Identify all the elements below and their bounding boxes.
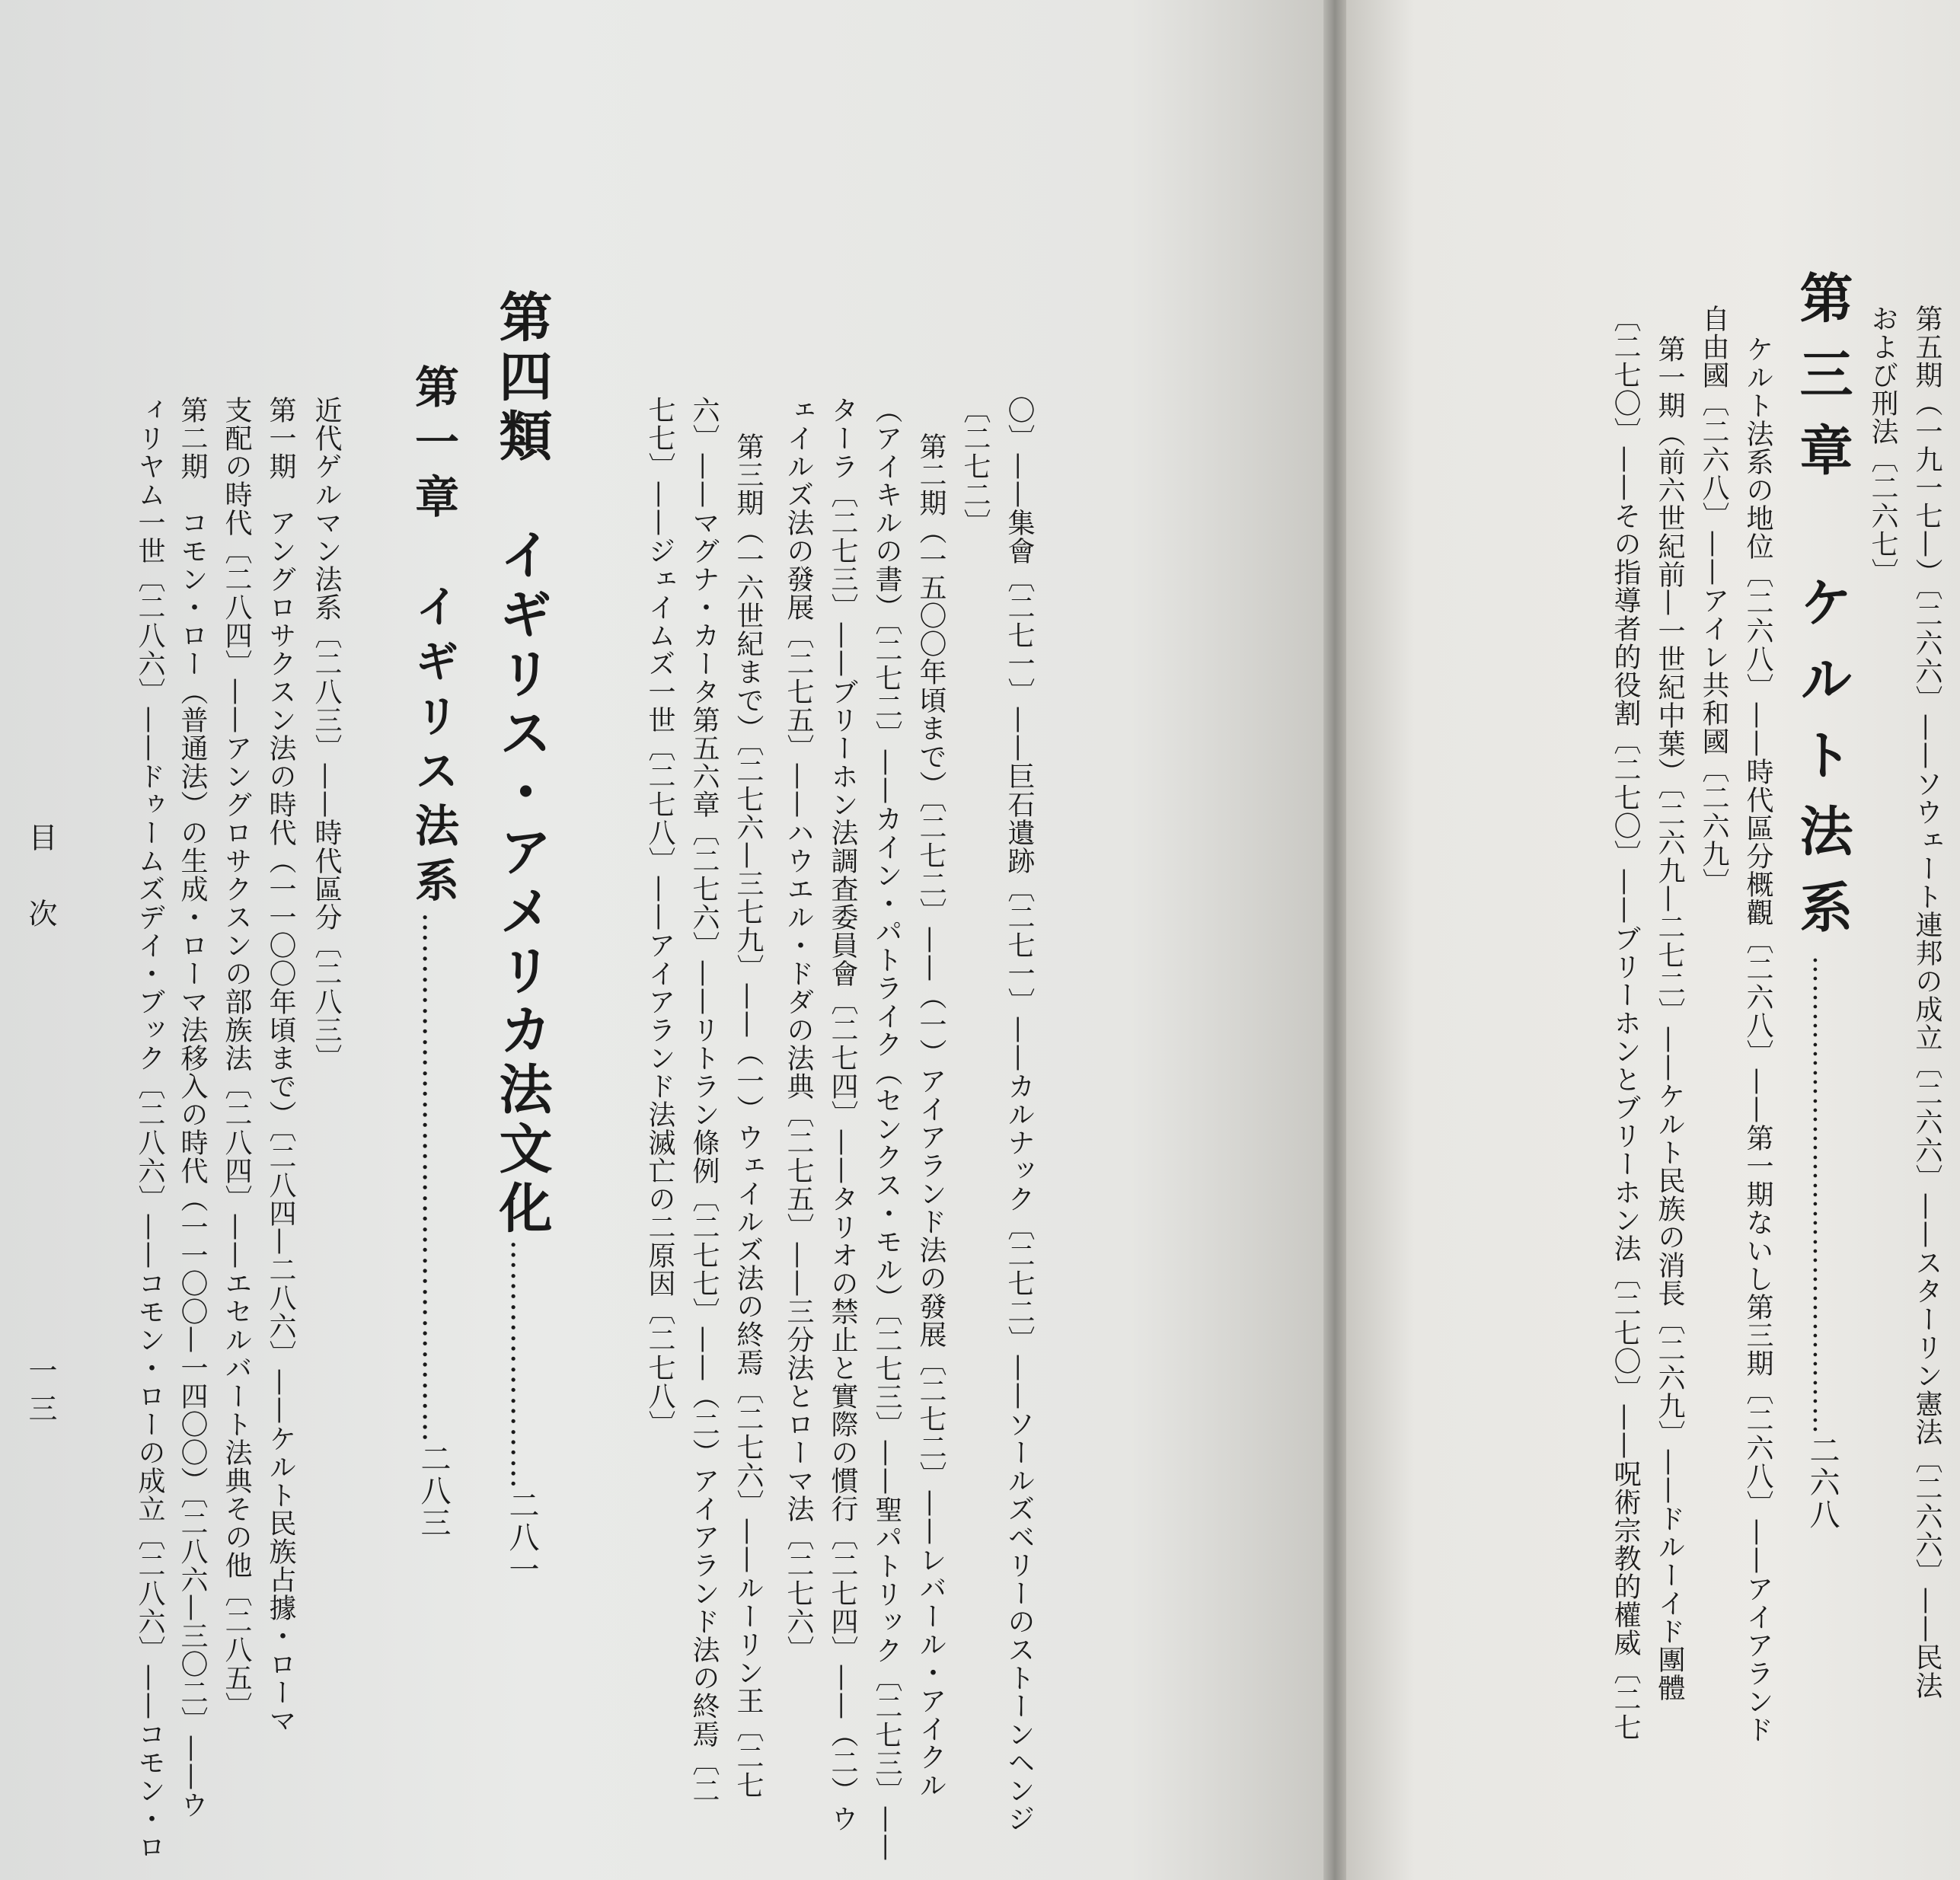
toc-entry: 第二期 コモン・ロー（普通法）の生成・ローマ法移入の時代（一一〇〇—一四〇〇）〔二八六—三〇二〕——ウ (177, 396, 208, 1819)
toc-entry: 六〕——マグナ・カータ第五六章〔二七六〕——リトラン條例〔二七七〕——（二）アイアランド法の終焉〔二 (688, 396, 720, 1805)
toc-entry: 支配の時代〔二八四〕——アングロサクスンの部族法〔二八四〕——エセルバート法典その他〔二八五〕 (221, 396, 252, 1720)
chapter-heading (1791, 270, 1854, 1530)
toc-entry: 第一期 アングロサクスン法の時代（一一〇〇年頃まで）〔二八四—二八六〕——ケルト民族占據・ローマ (265, 396, 296, 1735)
toc-entry: 第三期（一六世紀まで）〔二七六—三七九〕——（一）ウェイルズ法の終焉〔二七六〕——ルーリン王〔二七 (733, 432, 764, 1799)
toc-entry: 〇〕——集會〔二七一〕——巨石遺跡〔二七一〕——カルナック〔二七二〕——ソールズベリーのストーンヘンジ (1004, 396, 1035, 1833)
toc-entry: ケルト法系の地位〔二六八〕——時代區分概觀〔二六八〕——第一期ないし第三期〔二六八〕——アイアランド (1742, 335, 1773, 1744)
toc-entry: ィリヤム一世〔二八六〕——ドゥームズデイ・ブック〔二八六〕——コモン・ローの成立〔二八六〕——コモン・ロ (134, 396, 165, 1861)
toc-entry: 第一期（前六世紀前—一世紀中葉）〔二六九—二七二〕——ケルト民族の消長〔二六九〕——ドルーイド團體 (1654, 335, 1685, 1702)
chapter-title: 第一章 イギリス法系 (407, 364, 459, 912)
toc-entry: 七七〕——ジェイムズ一世〔二七八〕——アイアランド法滅亡の二原因〔二七八〕 (644, 396, 675, 1438)
chapter-title: 第三章 ケルト法系 (1791, 270, 1854, 956)
chapter-heading (407, 364, 459, 1539)
running-head: 目 次 (24, 822, 57, 937)
category-page: 二八一 (504, 1489, 539, 1585)
toc-entry: ェイルズ法の發展〔二七五〕——ハウエル・ドダの法典〔二七五〕——三分法とローマ法〔二七六〕 (783, 396, 814, 1664)
toc-entry: 第二期（一五〇〇年頃まで）〔二七二〕——（一）アイアランド法の發展〔二七二〕——レバール・アイクル (915, 432, 946, 1799)
page-number: 一三 (24, 1355, 57, 1432)
toc-entry: 〔二七二〕 (959, 396, 991, 537)
toc-entry: ターラ〔二七三〕——ブリーホン法調査委員會〔二七四〕——タリオの禁止と實際の慣行〔二七四〕——（二）ウ (827, 396, 858, 1833)
chapter-page: 二八三 (416, 1443, 451, 1539)
toc-entry: （アイキルの書）〔二七二〕——カイン・パトライク（センクス・モル）〔二七三〕——聖パトリック〔二七三〕—— (871, 396, 902, 1862)
book-gutter (1323, 0, 1346, 1880)
toc-entry: 自由國〔二六八〕——アイレ共和國〔二六九〕 (1698, 305, 1729, 896)
right-page (1340, 0, 1960, 1880)
leader-dots: …………………………………………… (1807, 956, 1838, 1435)
leader-dots: …………………… (504, 1240, 539, 1489)
chapter-page: 二六八 (1805, 1435, 1840, 1530)
toc-entry: および刑法〔二六七〕 (1867, 305, 1898, 586)
category-heading (490, 289, 554, 1585)
toc-entry: 〔二七〇〕——その指導者的役割〔二七〇〕——ブリーホンとブリーホン法〔二七〇〕——呪術宗教的權威〔二七 (1610, 305, 1641, 1741)
toc-entry: 第五期（一九一七—）〔二六六〕——ソウェート連邦の成立〔二六六〕——スターリン憲法〔二六六〕——民法 (1911, 305, 1942, 1700)
toc-entry: 近代ゲルマン法系〔二八三〕——時代區分〔二八三〕 (311, 396, 342, 1072)
leader-dots: …………………………………………… (416, 912, 451, 1443)
category-title: 第四類 イギリス・アメリカ法文化 (490, 289, 554, 1240)
